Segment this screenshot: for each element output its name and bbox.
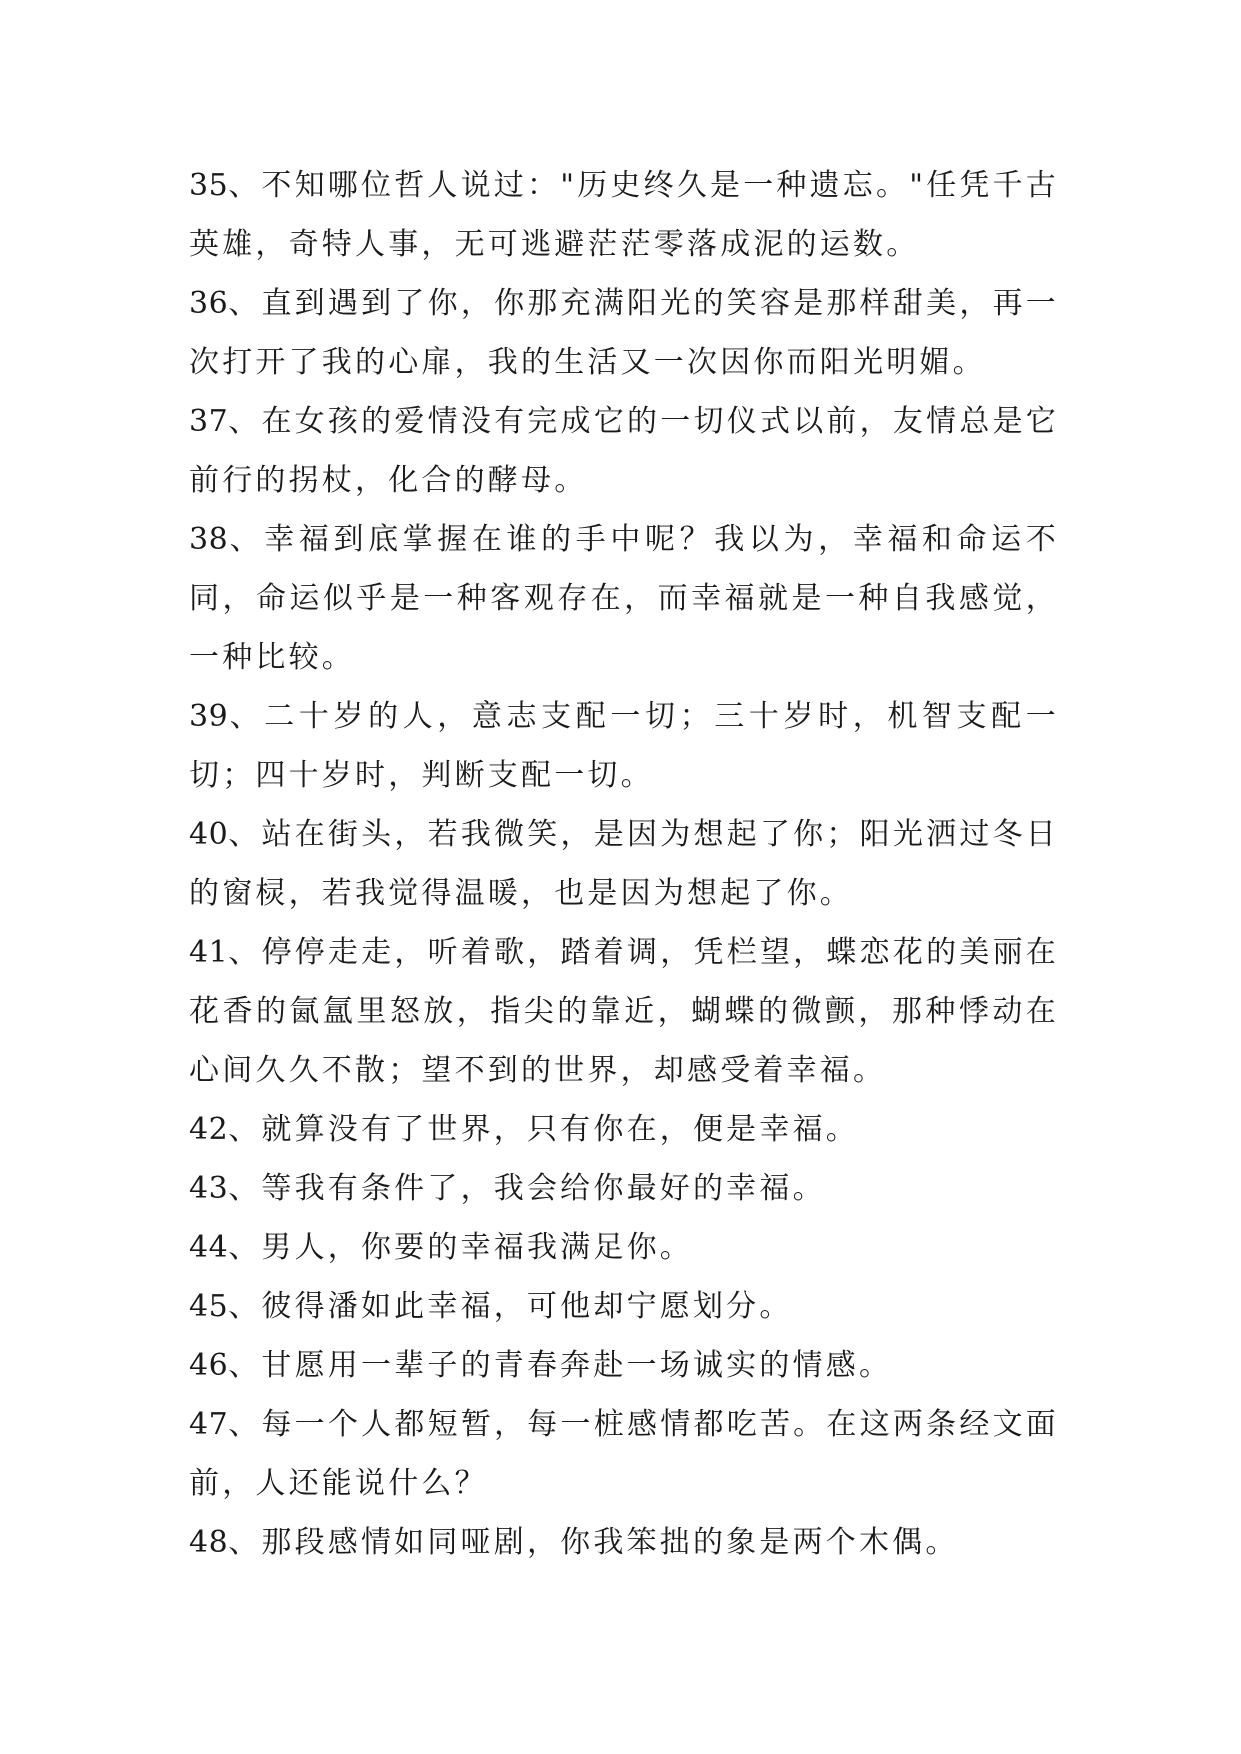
item-number: 35	[189, 168, 229, 203]
item-text: 、甘愿用一辈子的青春奔赴一场诚实的情感。	[228, 1348, 893, 1383]
item-number: 48	[189, 1525, 229, 1560]
paragraph-41	[189, 923, 1059, 1100]
paragraph-35	[189, 156, 1059, 274]
document-body	[189, 156, 1059, 1572]
item-text: 、每一个人都短暂，每一桩感情都吃苦。在这两条经文面前，人还能说什么？	[189, 1407, 1059, 1501]
item-text: 、彼得潘如此幸福，可他却宁愿划分。	[228, 1289, 793, 1324]
item-text: 、那段感情如同哑剧，你我笨拙的象是两个木偶。	[228, 1525, 959, 1560]
paragraph-40	[189, 805, 1059, 923]
item-number: 38	[189, 522, 229, 557]
item-text: 、不知哪位哲人说过："历史终久是一种遗忘。"任凭千古英雄，奇特人事，无可逃避茫茫零落成泥的运数。	[189, 168, 1059, 262]
item-text: 、男人，你要的幸福我满足你。	[228, 1230, 693, 1265]
item-number: 41	[189, 935, 229, 970]
item-number: 39	[189, 699, 229, 734]
item-text: 、幸福到底掌握在谁的手中呢？我以为，幸福和命运不同，命运似乎是一种客观存在，而幸福就是一种自我感觉，一种比较。	[189, 522, 1059, 675]
paragraph-42	[189, 1100, 1059, 1159]
item-text: 、直到遇到了你，你那充满阳光的笑容是那样甜美，再一次打开了我的心扉，我的生活又一次因你而阳光明媚。	[189, 286, 1059, 380]
paragraph-37	[189, 392, 1059, 510]
item-text: 、站在街头，若我微笑，是因为想起了你；阳光洒过冬日的窗棂，若我觉得温暖，也是因为想起了你。	[189, 817, 1059, 911]
item-number: 37	[189, 404, 229, 439]
paragraph-43	[189, 1159, 1059, 1218]
paragraph-46	[189, 1336, 1059, 1395]
item-text: 、在女孩的爱情没有完成它的一切仪式以前，友情总是它前行的拐杖，化合的酵母。	[189, 404, 1059, 498]
item-text: 、停停走走，听着歌，踏着调，凭栏望，蝶恋花的美丽在花香的氤氲里怒放，指尖的靠近，蝴蝶的微颤，那种悸动在心间久久不散；望不到的世界，却感受着幸福。	[189, 935, 1059, 1088]
paragraph-45	[189, 1277, 1059, 1336]
paragraph-38	[189, 510, 1059, 687]
paragraph-47	[189, 1395, 1059, 1513]
paragraph-36	[189, 274, 1059, 392]
item-number: 40	[189, 817, 229, 852]
item-number: 42	[189, 1112, 229, 1147]
item-number: 46	[189, 1348, 229, 1383]
item-number: 36	[189, 286, 229, 321]
item-number: 44	[189, 1230, 229, 1265]
paragraph-48	[189, 1513, 1059, 1572]
item-text: 、就算没有了世界，只有你在，便是幸福。	[228, 1112, 859, 1147]
item-number: 47	[189, 1407, 229, 1442]
item-number: 45	[189, 1289, 229, 1324]
item-text: 、二十岁的人，意志支配一切；三十岁时，机智支配一切；四十岁时，判断支配一切。	[189, 699, 1059, 793]
item-text: 、等我有条件了，我会给你最好的幸福。	[228, 1171, 826, 1206]
paragraph-44	[189, 1218, 1059, 1277]
paragraph-39	[189, 687, 1059, 805]
item-number: 43	[189, 1171, 229, 1206]
